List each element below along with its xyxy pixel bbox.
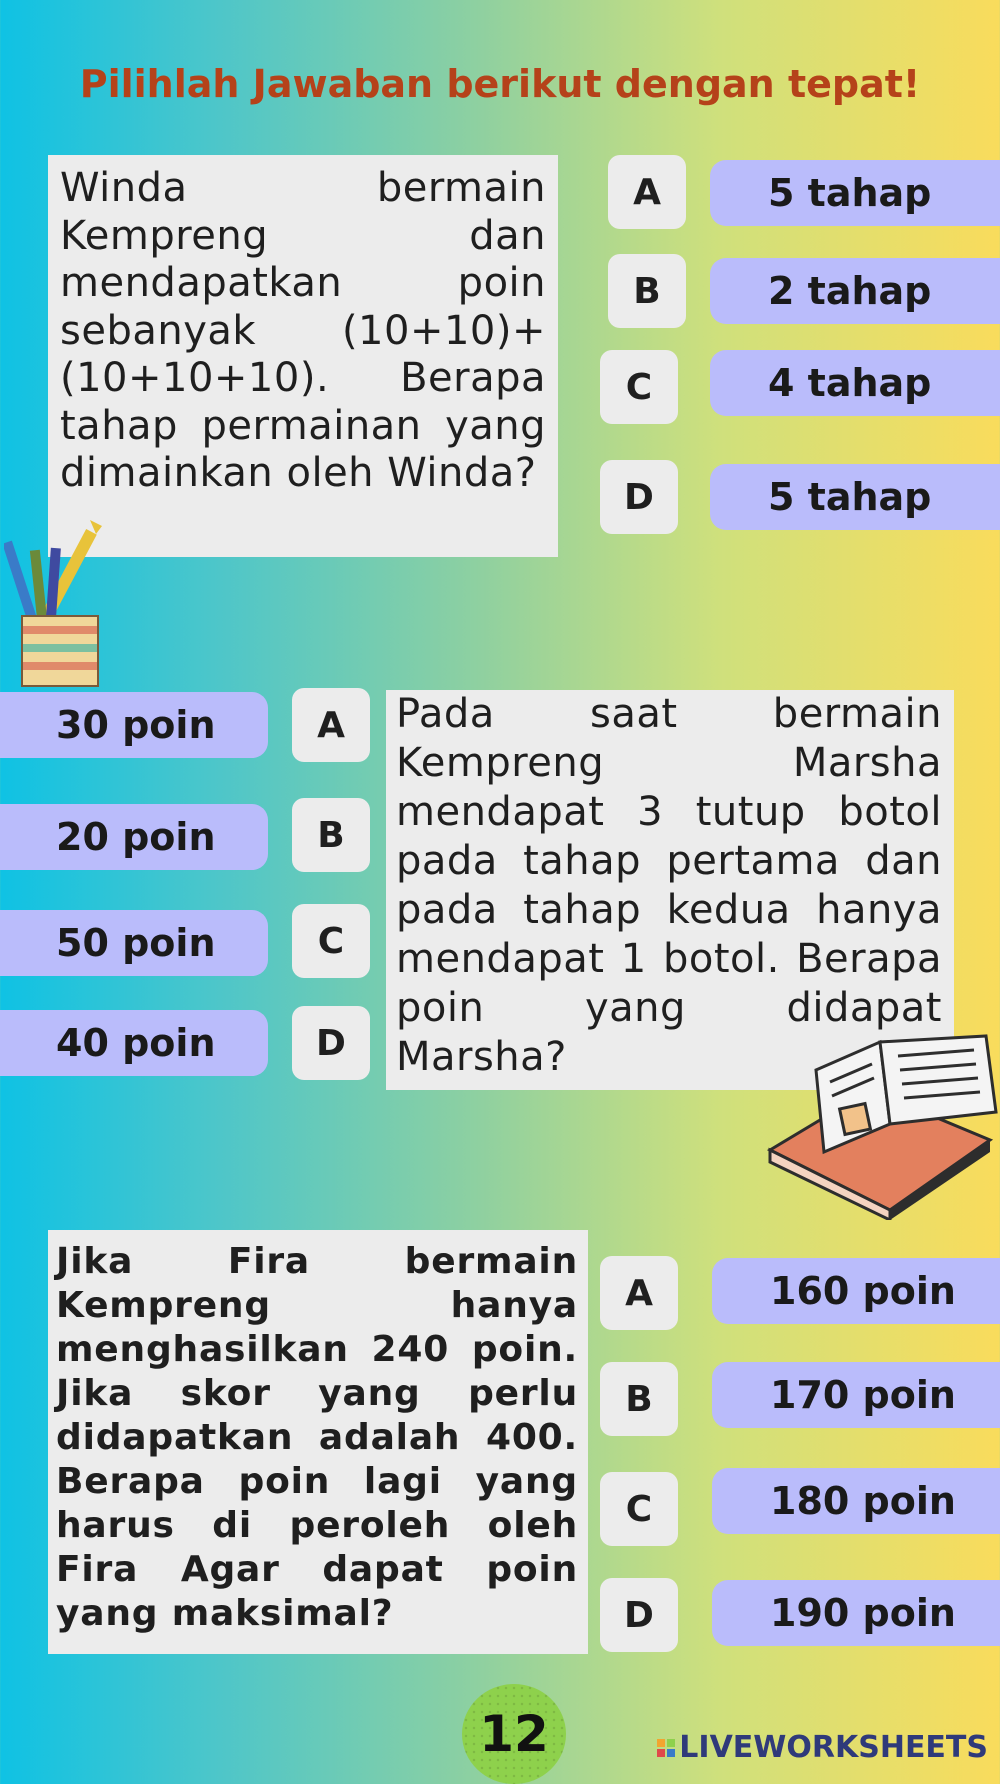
option-2d-answer[interactable]: 40 poin	[0, 1010, 268, 1076]
option-3c-answer[interactable]: 180 poin	[712, 1468, 1000, 1534]
option-2b-answer[interactable]: 20 poin	[0, 804, 268, 870]
option-2d-letter[interactable]: D	[292, 1006, 370, 1080]
question-3-text: Jika Fira bermain Kempreng hanya menghasilkan 240 poin. Jika skor yang perlu didapatkan adalah 400. Berapa poin lagi yang harus di peroleh oleh Fira Agar dapat poin yang maksimal?	[48, 1230, 588, 1654]
question-2-text: Pada saat bermain Kempreng Marsha mendapat 3 tutup botol pada tahap pertama dan pada tahap kedua hanya mendapat 1 botol. Berapa poin yang didapat Marsha?	[386, 690, 954, 1090]
option-2a-answer[interactable]: 30 poin	[0, 692, 268, 758]
option-1c-answer[interactable]: 4 tahap	[710, 350, 1000, 416]
option-3a-letter[interactable]: A	[600, 1256, 678, 1330]
option-3b-answer[interactable]: 170 poin	[712, 1362, 1000, 1428]
brand-name: LIVEWORKSHEETS	[679, 1730, 988, 1765]
option-1a-answer[interactable]: 5 tahap	[710, 160, 1000, 226]
option-1c-letter[interactable]: C	[600, 350, 678, 424]
option-3b-letter[interactable]: B	[600, 1362, 678, 1436]
option-3d-answer[interactable]: 190 poin	[712, 1580, 1000, 1646]
option-1b-answer[interactable]: 2 tahap	[710, 258, 1000, 324]
page-number-badge: 12	[462, 1684, 566, 1784]
option-1a-letter[interactable]: A	[608, 155, 686, 229]
pencil-cup-icon	[4, 520, 114, 690]
option-3a-answer[interactable]: 160 poin	[712, 1258, 1000, 1324]
option-2a-letter[interactable]: A	[292, 688, 370, 762]
brand-icon	[657, 1739, 675, 1757]
option-3d-letter[interactable]: D	[600, 1578, 678, 1652]
option-2c-letter[interactable]: C	[292, 904, 370, 978]
option-1b-letter[interactable]: B	[608, 254, 686, 328]
option-2c-answer[interactable]: 50 poin	[0, 910, 268, 976]
option-1d-answer[interactable]: 5 tahap	[710, 464, 1000, 530]
question-1-text: Winda bermain Kempreng dan mendapatkan poin sebanyak (10+10)+(10+10+10). Berapa tahap permainan yang dimainkan oleh Winda?	[48, 155, 558, 557]
brand-logo	[657, 1730, 988, 1765]
open-book-icon	[760, 1020, 1000, 1220]
option-3c-letter[interactable]: C	[600, 1472, 678, 1546]
option-1d-letter[interactable]: D	[600, 460, 678, 534]
instruction-title: Pilihlah Jawaban berikut dengan tepat!	[79, 62, 921, 106]
option-2b-letter[interactable]: B	[292, 798, 370, 872]
